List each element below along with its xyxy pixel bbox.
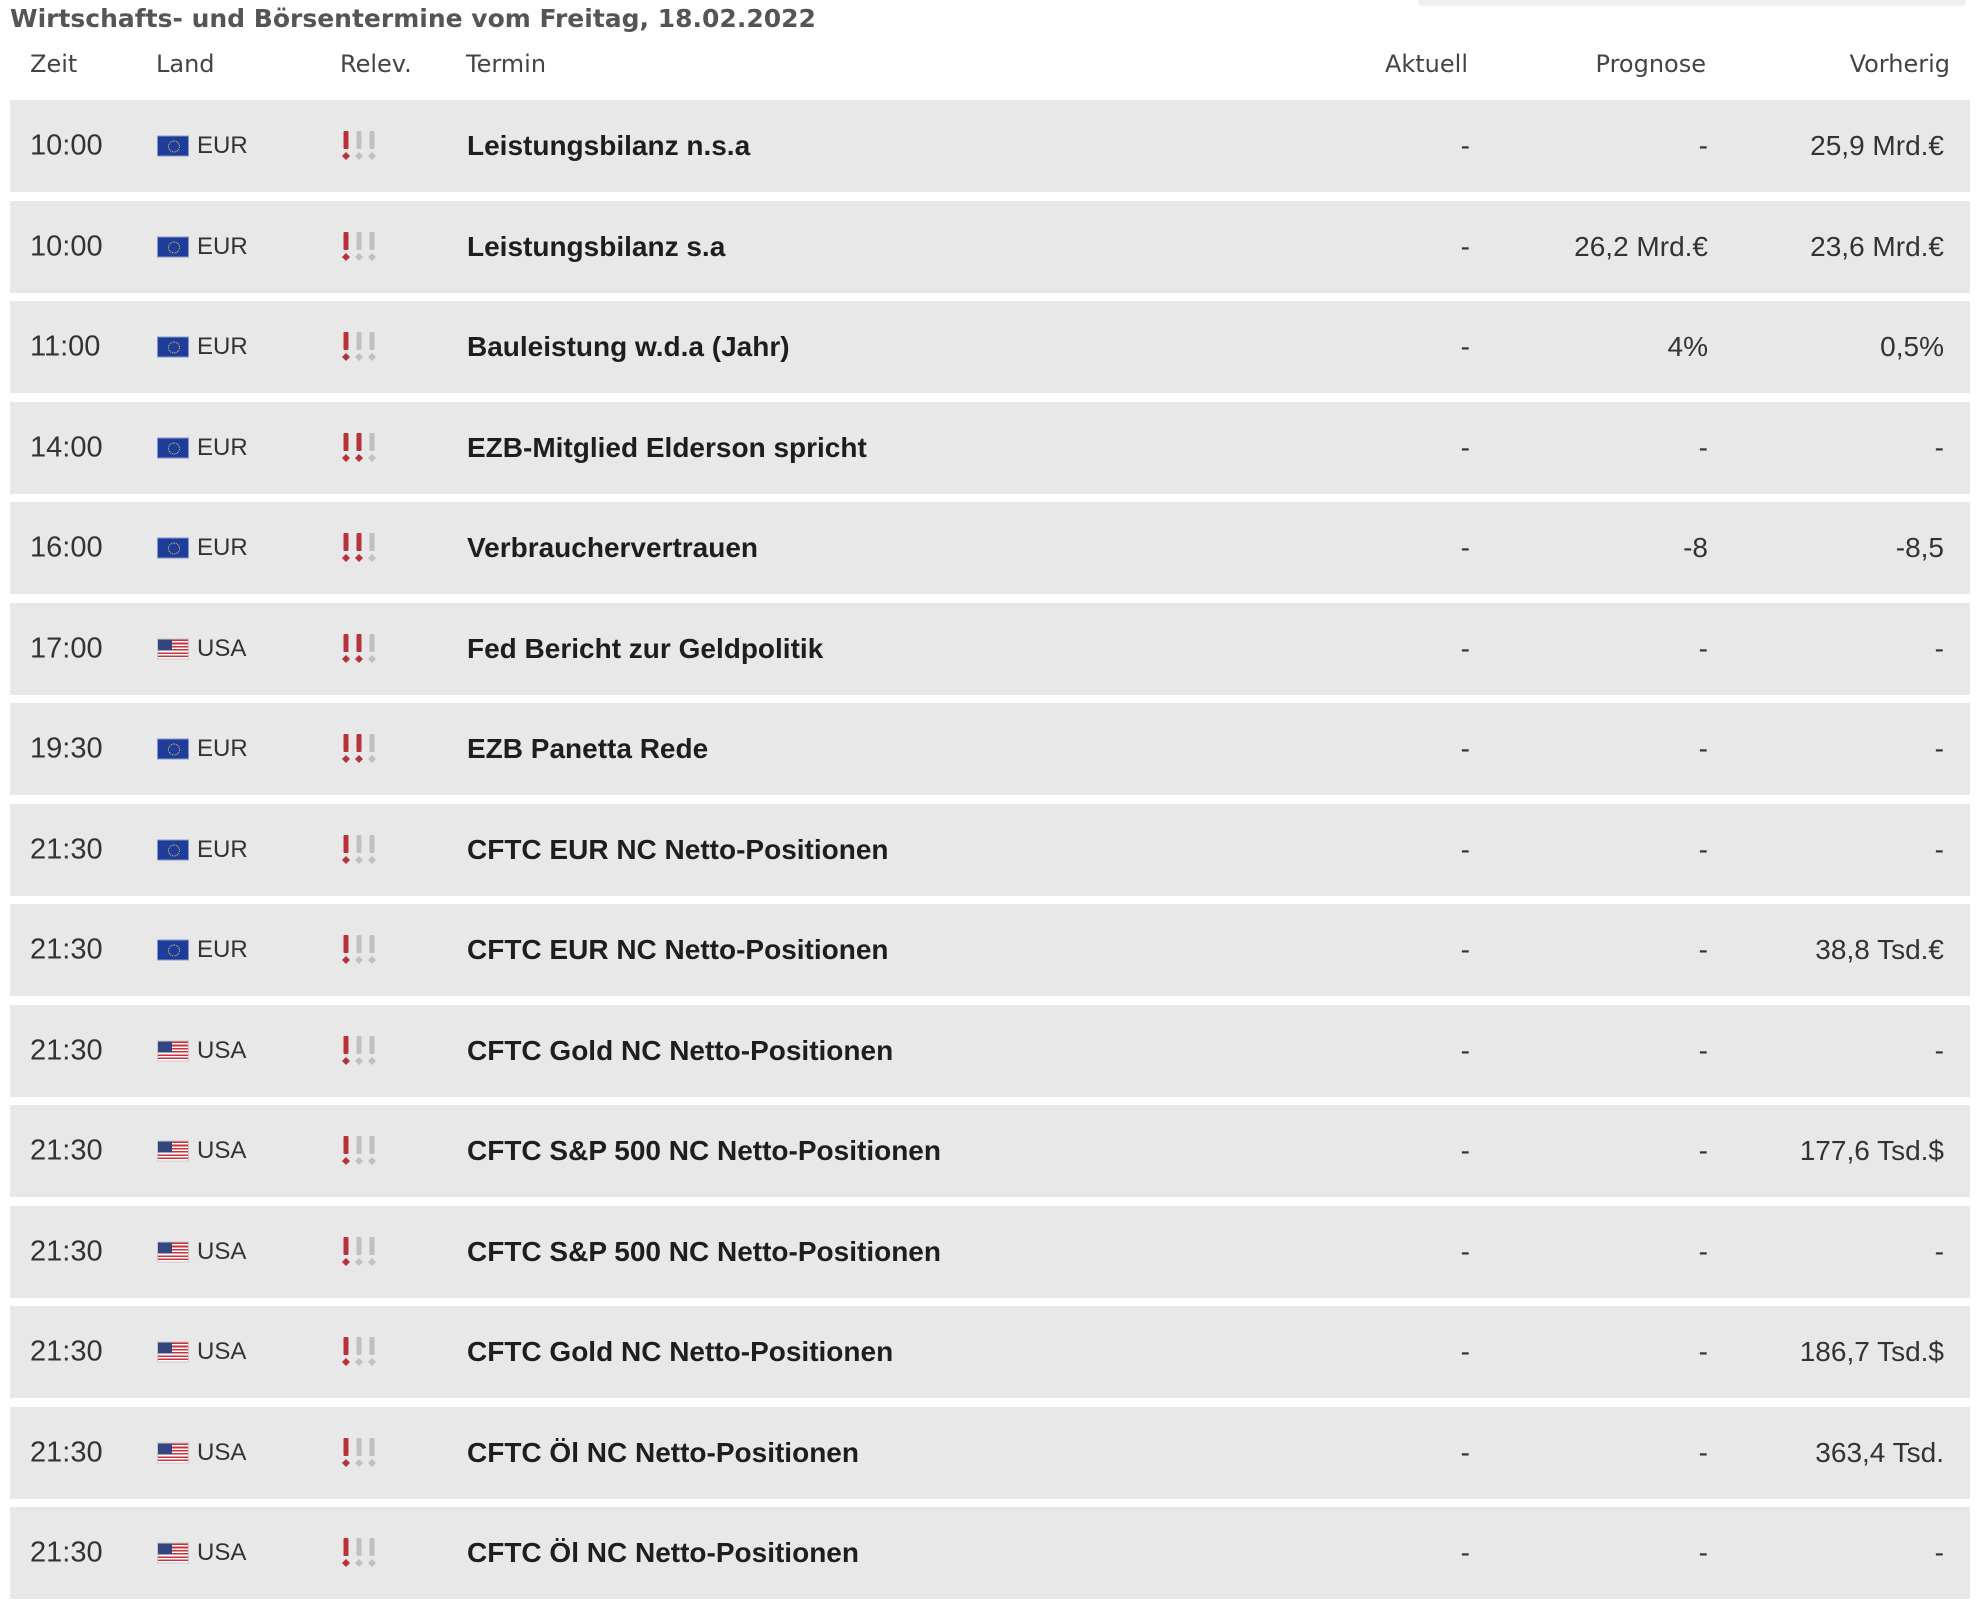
table-row[interactable] [10,1206,1970,1298]
value-prognose: - [1698,1034,1708,1066]
event-time: 21:30 [30,1536,103,1569]
us-flag-icon [157,1442,189,1463]
table-row[interactable] [10,804,1970,896]
value-vorherig: 23,6 Mrd.€ [1810,230,1944,262]
event-name-link[interactable]: EZB-Mitglied Elderson spricht [467,431,867,463]
event-time: 21:30 [30,1034,103,1066]
table-row[interactable] [10,1306,1970,1398]
event-name-link[interactable]: Leistungsbilanz s.a [467,230,726,262]
value-aktuell: - [1460,632,1470,664]
event-name-link[interactable]: Bauleistung w.d.a (Jahr) [467,331,790,362]
column-header-vorherig[interactable]: Vorherig [1849,50,1950,78]
value-prognose: - [1698,733,1708,764]
country-code: USA [197,1137,247,1164]
table-row[interactable] [10,904,1970,996]
us-flag-icon [157,1141,189,1162]
table-header [10,40,1970,92]
relevance-icon [342,1034,384,1068]
value-vorherig: - [1934,1235,1944,1267]
value-aktuell: - [1460,1034,1470,1066]
country-code: EUR [197,936,248,963]
value-aktuell: - [1460,532,1470,563]
eu-flag-icon [157,940,189,961]
event-time: 10:00 [30,129,103,162]
event-name-link[interactable]: CFTC Öl NC Netto-Positionen [467,1436,859,1468]
value-aktuell: - [1460,130,1470,161]
event-time: 17:00 [30,632,103,664]
relevance-icon [342,330,384,364]
value-aktuell: - [1460,1235,1470,1267]
event-name-link[interactable]: Leistungsbilanz n.s.a [467,130,751,161]
event-time: 21:30 [30,1436,103,1468]
country-code: USA [197,1539,247,1566]
country-code: EUR [197,735,248,762]
value-prognose: -8 [1683,532,1708,563]
table-row[interactable] [10,301,1970,393]
event-time: 21:30 [30,1235,103,1267]
value-vorherig: -8,5 [1895,532,1944,563]
relevance-icon [342,1134,384,1168]
event-name-link[interactable]: CFTC Öl NC Netto-Positionen [467,1537,859,1568]
relevance-icon [342,632,384,666]
table-row[interactable] [10,1005,1970,1097]
relevance-icon [342,732,384,766]
value-prognose: - [1698,130,1708,161]
us-flag-icon [157,1543,189,1564]
value-vorherig: - [1934,833,1944,865]
event-time: 21:30 [30,833,103,865]
table-row[interactable] [10,1507,1970,1599]
value-vorherig: 363,4 Tsd. [1815,1436,1944,1468]
table-body [10,100,1970,1599]
calendar-table [10,40,1970,1608]
value-vorherig: - [1934,1537,1944,1568]
value-prognose: - [1698,1537,1708,1568]
value-prognose: - [1698,1235,1708,1267]
us-flag-icon [157,1241,189,1262]
value-vorherig: - [1934,431,1944,463]
table-row[interactable] [10,201,1970,293]
table-row[interactable] [10,502,1970,594]
table-row[interactable] [10,603,1970,695]
country-code: EUR [197,333,248,360]
relevance-icon [342,531,384,565]
country-code: USA [197,1338,247,1365]
value-aktuell: - [1460,1336,1470,1367]
value-vorherig: 25,9 Mrd.€ [1810,130,1944,161]
column-header-zeit[interactable]: Zeit [30,50,78,78]
value-vorherig: 177,6 Tsd.$ [1799,1135,1944,1166]
event-time: 21:30 [30,1134,103,1167]
relevance-icon [342,1536,384,1570]
value-prognose: - [1698,632,1708,664]
value-aktuell: - [1460,934,1470,965]
value-prognose: - [1698,1436,1708,1468]
eu-flag-icon [157,337,189,358]
value-aktuell: - [1460,1436,1470,1468]
value-prognose: - [1698,1336,1708,1367]
relevance-icon [342,1335,384,1369]
country-code: EUR [197,132,248,159]
value-prognose: 26,2 Mrd.€ [1574,230,1708,262]
event-time: 11:00 [30,330,101,363]
value-vorherig: 186,7 Tsd.$ [1799,1336,1944,1367]
country-code: EUR [197,232,248,260]
country-code: EUR [197,534,248,561]
value-aktuell: - [1460,1537,1470,1568]
event-time: 21:30 [30,933,103,966]
event-time: 19:30 [30,732,103,765]
value-prognose: 4% [1667,331,1708,362]
country-code: USA [197,1438,247,1466]
eu-flag-icon [157,739,189,760]
relevance-icon [342,833,384,867]
value-vorherig: 38,8 Tsd.€ [1815,934,1944,965]
relevance-icon [342,431,384,465]
page-title: Wirtschafts- und Börsentermine vom Freitag, 18.02.2022 [10,4,816,33]
value-aktuell: - [1460,230,1470,262]
event-time: 16:00 [30,531,103,564]
table-row[interactable] [10,703,1970,795]
us-flag-icon [157,638,189,659]
top-search-area [1418,0,1966,6]
column-header-prognose[interactable]: Prognose [1595,50,1706,78]
eu-flag-icon [157,136,189,157]
country-code: USA [197,1036,247,1064]
eu-flag-icon [157,538,189,559]
relevance-icon [342,129,384,163]
value-prognose: - [1698,833,1708,865]
value-prognose: - [1698,934,1708,965]
country-code: USA [197,634,247,662]
value-aktuell: - [1460,331,1470,362]
relevance-icon [342,230,384,264]
event-name-link[interactable]: Fed Bericht zur Geldpolitik [467,632,824,664]
value-aktuell: - [1460,733,1470,764]
event-name-link[interactable]: CFTC Gold NC Netto-Positionen [467,1034,894,1066]
value-vorherig: - [1934,1034,1944,1066]
event-name-link[interactable]: CFTC Gold NC Netto-Positionen [467,1336,894,1367]
value-aktuell: - [1460,1135,1470,1166]
country-code: EUR [197,433,248,461]
table-row[interactable] [10,1105,1970,1197]
column-header-relevanz[interactable]: Relev. [340,50,412,78]
column-header-land[interactable]: Land [156,50,215,78]
country-code: USA [197,1237,247,1265]
event-time: 14:00 [30,431,103,463]
value-prognose: - [1698,1135,1708,1166]
value-aktuell: - [1460,431,1470,463]
table-row[interactable] [10,100,1970,192]
table-row[interactable] [10,1407,1970,1499]
event-time: 21:30 [30,1335,103,1368]
event-name-link[interactable]: CFTC EUR NC Netto-Positionen [467,934,889,965]
event-name-link[interactable]: CFTC EUR NC Netto-Positionen [467,833,889,865]
relevance-icon [342,933,384,967]
value-vorherig: - [1934,632,1944,664]
relevance-icon [342,1235,384,1269]
column-header-aktuell[interactable]: Aktuell [1384,50,1468,78]
event-time: 10:00 [30,230,103,262]
event-name-link[interactable]: CFTC S&P 500 NC Netto-Positionen [467,1135,941,1166]
eu-flag-icon [157,437,189,458]
eu-flag-icon [157,236,189,257]
eu-flag-icon [157,839,189,860]
value-prognose: - [1698,431,1708,463]
column-header-termin[interactable]: Termin [466,50,547,78]
value-vorherig: 0,5% [1880,331,1944,362]
value-vorherig: - [1934,733,1944,764]
event-name-link[interactable]: Verbrauchervertrauen [467,532,759,563]
event-name-link[interactable]: EZB Panetta Rede [467,733,709,764]
us-flag-icon [157,1040,189,1061]
table-row[interactable] [10,402,1970,494]
us-flag-icon [157,1342,189,1363]
value-aktuell: - [1460,833,1470,865]
relevance-icon [342,1436,384,1470]
event-name-link[interactable]: CFTC S&P 500 NC Netto-Positionen [467,1235,941,1267]
country-code: EUR [197,835,248,863]
